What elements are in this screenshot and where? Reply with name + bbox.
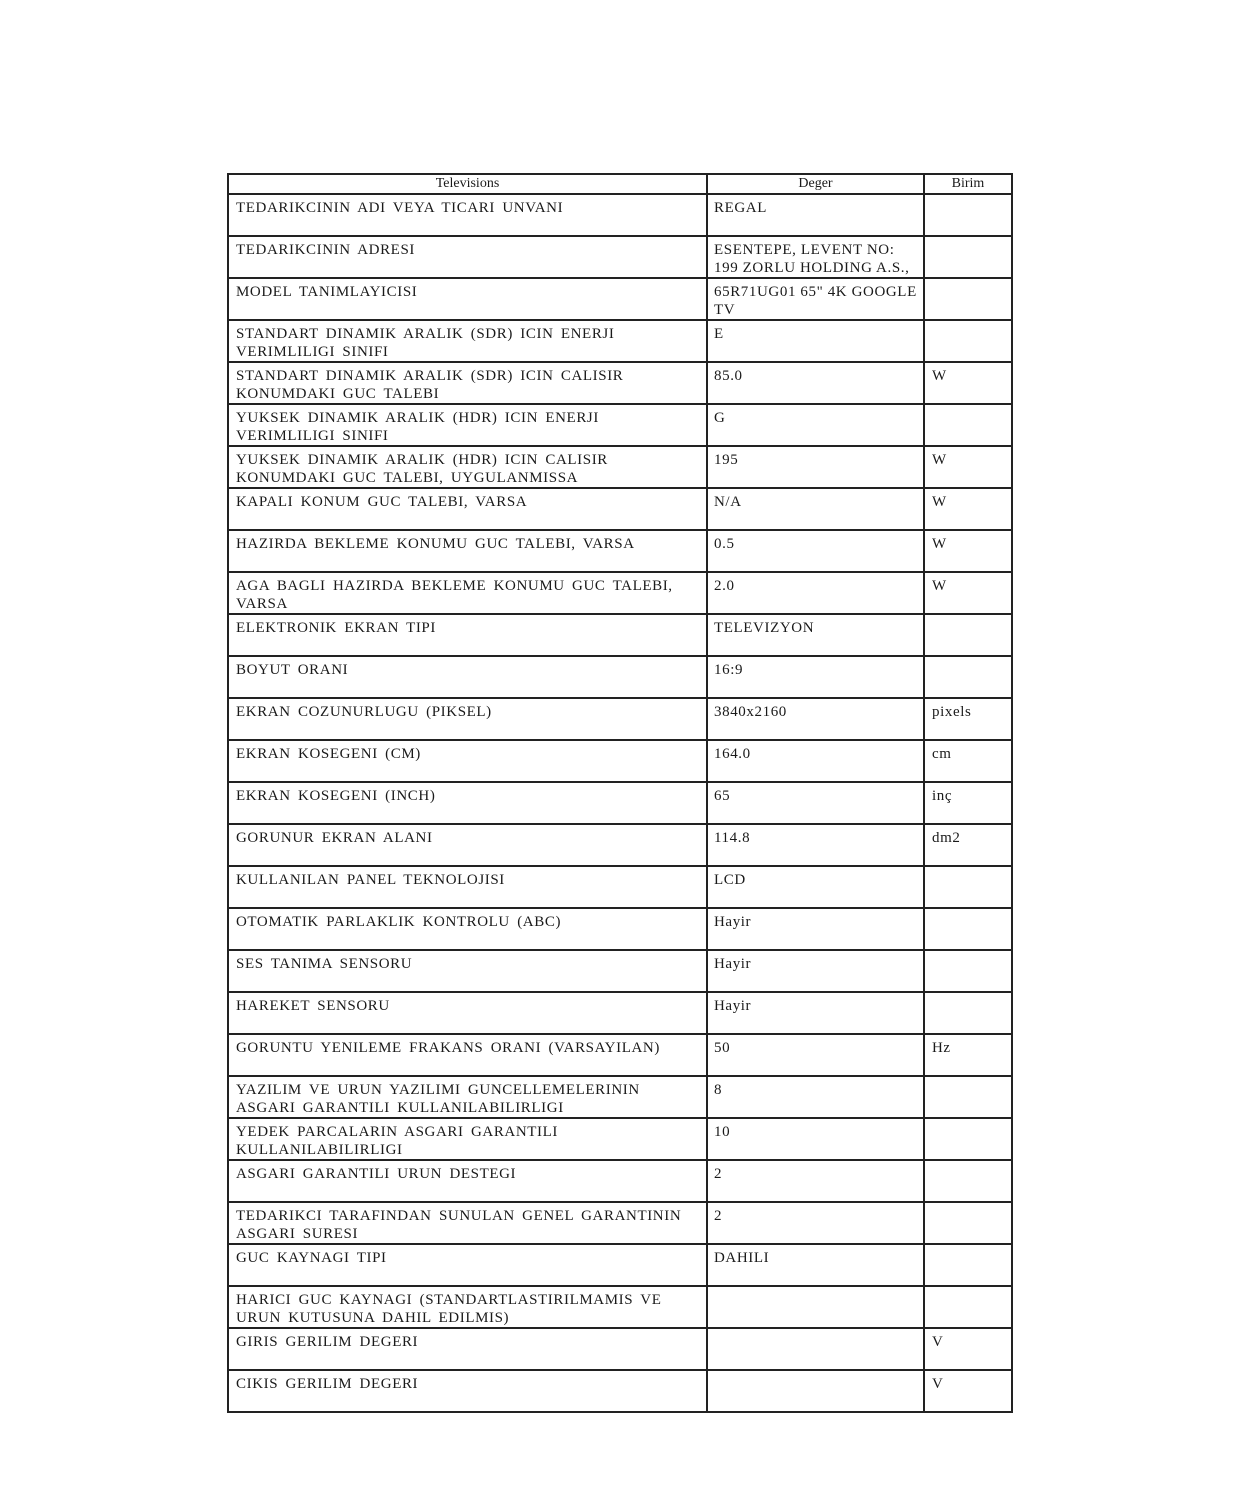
cell-unit: V (924, 1370, 1012, 1412)
cell-property: EKRAN KOSEGENI (INCH) (228, 782, 707, 824)
cell-property: YUKSEK DINAMIK ARALIK (HDR) ICIN ENERJI VERIMLILIGI SINIFI (228, 404, 707, 446)
cell-unit: W (924, 572, 1012, 614)
table-row (228, 908, 1012, 950)
cell-unit (924, 1286, 1012, 1328)
table-row (228, 866, 1012, 908)
table-row (228, 362, 1012, 404)
cell-unit (924, 866, 1012, 908)
cell-property: STANDART DINAMIK ARALIK (SDR) ICIN ENERJI VERIMLILIGI SINIFI (228, 320, 707, 362)
cell-value: Hayir (707, 992, 924, 1034)
cell-property: MODEL TANIMLAYICISI (228, 278, 707, 320)
table-row (228, 1034, 1012, 1076)
cell-property: STANDART DINAMIK ARALIK (SDR) ICIN CALISIR KONUMDAKI GUC TALEBI (228, 362, 707, 404)
table-row (228, 698, 1012, 740)
cell-value: Hayir (707, 908, 924, 950)
cell-property: YUKSEK DINAMIK ARALIK (HDR) ICIN CALISIR KONUMDAKI GUC TALEBI, UYGULANMISSA (228, 446, 707, 488)
cell-property: BOYUT ORANI (228, 656, 707, 698)
table-row (228, 446, 1012, 488)
table-row (228, 320, 1012, 362)
cell-unit (924, 950, 1012, 992)
cell-unit (924, 992, 1012, 1034)
cell-property: TEDARIKCININ ADRESI (228, 236, 707, 278)
cell-unit (924, 908, 1012, 950)
table-row (228, 488, 1012, 530)
table-row (228, 740, 1012, 782)
cell-value: 164.0 (707, 740, 924, 782)
cell-value (707, 1370, 924, 1412)
cell-unit: V (924, 1328, 1012, 1370)
cell-unit (924, 278, 1012, 320)
cell-value: 0.5 (707, 530, 924, 572)
cell-unit (924, 1076, 1012, 1118)
cell-value (707, 1286, 924, 1328)
cell-unit (924, 656, 1012, 698)
cell-property: HAREKET SENSORU (228, 992, 707, 1034)
table-row (228, 530, 1012, 572)
header-property: Televisions (228, 174, 707, 194)
table-row (228, 614, 1012, 656)
cell-property: YEDEK PARCALARIN ASGARI GARANTILI KULLANILABILIRLIGI (228, 1118, 707, 1160)
cell-unit (924, 194, 1012, 236)
cell-property: ELEKTRONIK EKRAN TIPI (228, 614, 707, 656)
cell-unit: W (924, 530, 1012, 572)
cell-property: HAZIRDA BEKLEME KONUMU GUC TALEBI, VARSA (228, 530, 707, 572)
cell-value: 114.8 (707, 824, 924, 866)
cell-unit (924, 1160, 1012, 1202)
cell-value: ESENTEPE, LEVENT NO: 199 ZORLU HOLDING A.S., (707, 236, 924, 278)
cell-unit: W (924, 446, 1012, 488)
cell-value: 8 (707, 1076, 924, 1118)
table-header-row (228, 174, 1012, 194)
cell-property: OTOMATIK PARLAKLIK KONTROLU (ABC) (228, 908, 707, 950)
cell-value: N/A (707, 488, 924, 530)
cell-property: KULLANILAN PANEL TEKNOLOJISI (228, 866, 707, 908)
spec-sheet (227, 173, 1011, 1413)
cell-property: GORUNTU YENILEME FRAKANS ORANI (VARSAYILAN) (228, 1034, 707, 1076)
table-row (228, 1244, 1012, 1286)
cell-unit: pixels (924, 698, 1012, 740)
cell-property: ASGARI GARANTILI URUN DESTEGI (228, 1160, 707, 1202)
table-body (228, 194, 1012, 1412)
cell-unit: cm (924, 740, 1012, 782)
cell-unit (924, 320, 1012, 362)
table-row (228, 656, 1012, 698)
cell-value: 85.0 (707, 362, 924, 404)
cell-value: TELEVIZYON (707, 614, 924, 656)
cell-property: EKRAN COZUNURLUGU (PIKSEL) (228, 698, 707, 740)
cell-value: LCD (707, 866, 924, 908)
cell-value: 2 (707, 1202, 924, 1244)
table-row (228, 1328, 1012, 1370)
cell-unit (924, 614, 1012, 656)
table-row (228, 572, 1012, 614)
cell-unit: W (924, 488, 1012, 530)
cell-unit (924, 1244, 1012, 1286)
cell-value: 50 (707, 1034, 924, 1076)
cell-property: GUC KAYNAGI TIPI (228, 1244, 707, 1286)
cell-value: G (707, 404, 924, 446)
cell-property: TEDARIKCININ ADI VEYA TICARI UNVANI (228, 194, 707, 236)
cell-unit (924, 236, 1012, 278)
table-row (228, 1202, 1012, 1244)
cell-value: E (707, 320, 924, 362)
cell-unit: Hz (924, 1034, 1012, 1076)
table-row (228, 1076, 1012, 1118)
cell-property: GIRIS GERILIM DEGERI (228, 1328, 707, 1370)
cell-unit: W (924, 362, 1012, 404)
header-value: Deger (707, 174, 924, 194)
cell-property: CIKIS GERILIM DEGERI (228, 1370, 707, 1412)
cell-property: GORUNUR EKRAN ALANI (228, 824, 707, 866)
cell-unit (924, 404, 1012, 446)
table-row (228, 824, 1012, 866)
cell-value: 10 (707, 1118, 924, 1160)
cell-property: EKRAN KOSEGENI (CM) (228, 740, 707, 782)
cell-value: 65R71UG01 65" 4K GOOGLE TV (707, 278, 924, 320)
cell-value: Hayir (707, 950, 924, 992)
table-row (228, 1118, 1012, 1160)
table-row (228, 278, 1012, 320)
cell-value (707, 1328, 924, 1370)
cell-value: 2.0 (707, 572, 924, 614)
cell-unit (924, 1118, 1012, 1160)
table-row (228, 992, 1012, 1034)
table-row (228, 950, 1012, 992)
table-row (228, 1286, 1012, 1328)
cell-unit (924, 1202, 1012, 1244)
cell-value: REGAL (707, 194, 924, 236)
cell-value: 16:9 (707, 656, 924, 698)
cell-property: SES TANIMA SENSORU (228, 950, 707, 992)
cell-property: HARICI GUC KAYNAGI (STANDARTLASTIRILMAMIS VE URUN KUTUSUNA DAHIL EDILMIS) (228, 1286, 707, 1328)
cell-property: YAZILIM VE URUN YAZILIMI GUNCELLEMELERININ ASGARI GARANTILI KULLANILABILIRLIGI (228, 1076, 707, 1118)
cell-property: KAPALI KONUM GUC TALEBI, VARSA (228, 488, 707, 530)
table-row (228, 1370, 1012, 1412)
spec-table (227, 173, 1013, 1413)
table-row (228, 782, 1012, 824)
header-unit: Birim (924, 174, 1012, 194)
cell-value: 65 (707, 782, 924, 824)
table-row (228, 1160, 1012, 1202)
table-row (228, 236, 1012, 278)
cell-value: DAHILI (707, 1244, 924, 1286)
cell-value: 195 (707, 446, 924, 488)
cell-value: 2 (707, 1160, 924, 1202)
cell-unit: dm2 (924, 824, 1012, 866)
cell-property: TEDARIKCI TARAFINDAN SUNULAN GENEL GARANTININ ASGARI SURESI (228, 1202, 707, 1244)
cell-value: 3840x2160 (707, 698, 924, 740)
cell-unit: inç (924, 782, 1012, 824)
cell-property: AGA BAGLI HAZIRDA BEKLEME KONUMU GUC TALEBI, VARSA (228, 572, 707, 614)
table-row (228, 404, 1012, 446)
table-row (228, 194, 1012, 236)
